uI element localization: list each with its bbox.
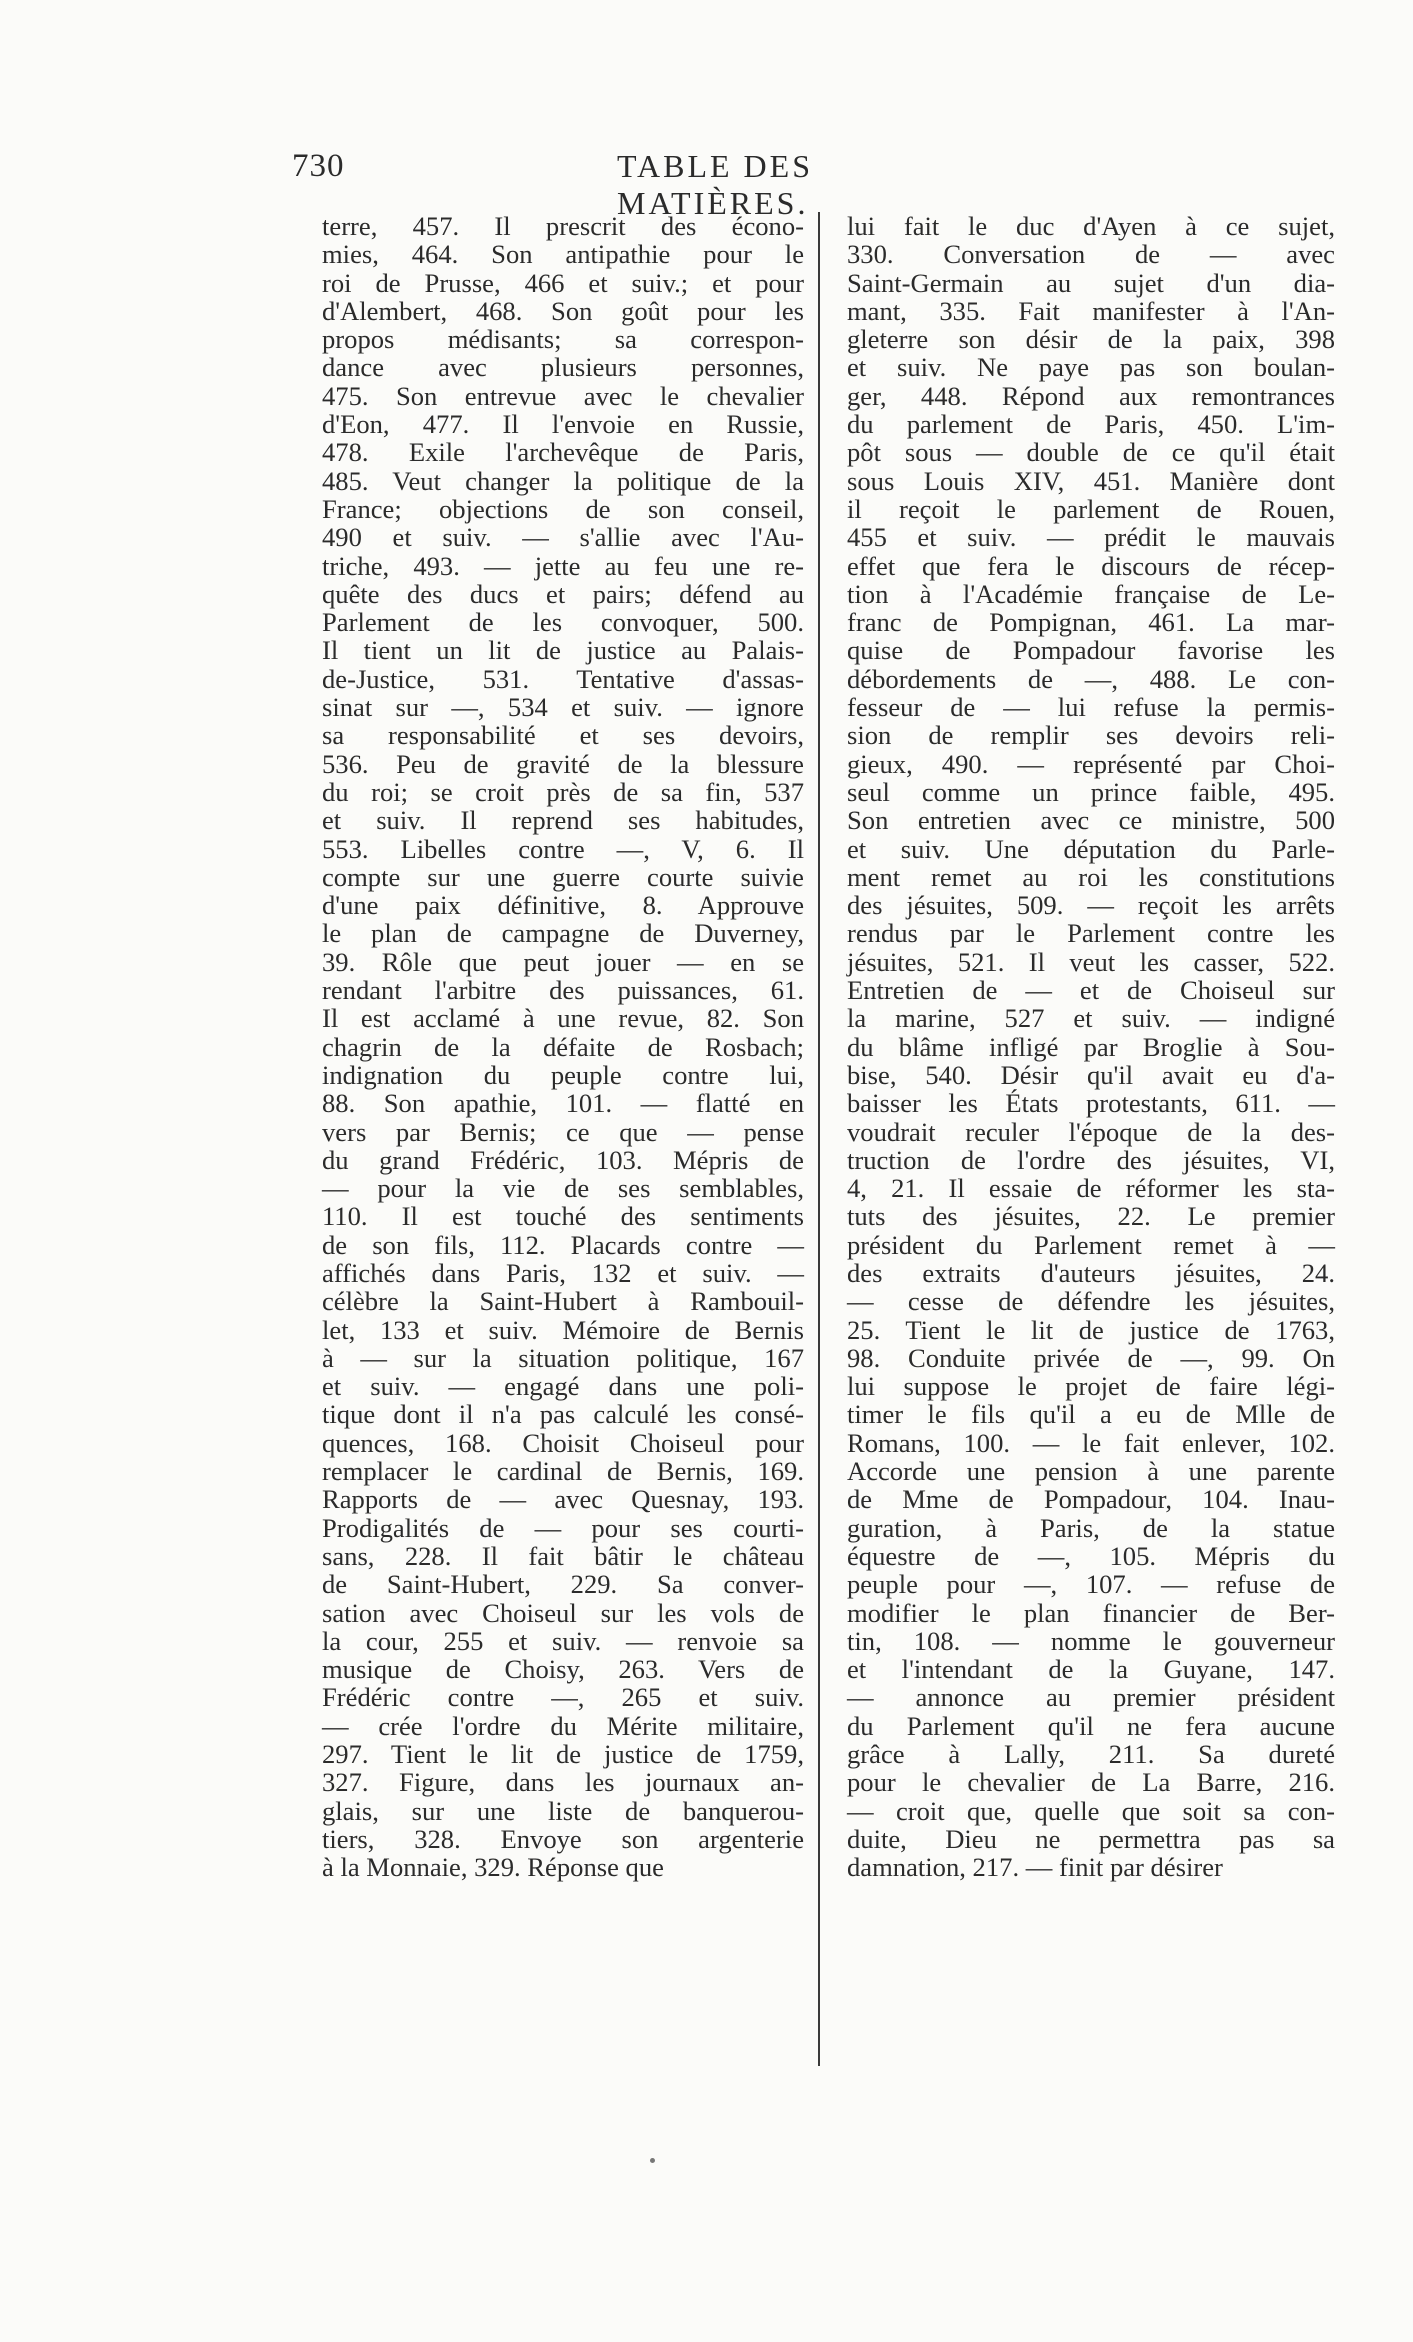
page-number: 730 bbox=[292, 148, 345, 184]
text-line: tuts des jésuites, 22. Le premier bbox=[847, 1201, 1335, 1232]
text-line: 490 et suiv. — s'allie avec l'Au- bbox=[322, 522, 804, 553]
text-line: compte sur une guerre courte suivie bbox=[322, 861, 804, 892]
text-line: timer le fils qu'il a eu de Mlle de bbox=[847, 1399, 1335, 1430]
text-line: truction de l'ordre des jésuites, VI, bbox=[847, 1144, 1335, 1175]
text-line: 25. Tient le lit de justice de 1763, bbox=[847, 1314, 1335, 1345]
text-line: modifier le plan financier de Ber- bbox=[847, 1597, 1335, 1628]
text-line: de Mme de Pompadour, 104. Inau- bbox=[847, 1484, 1335, 1515]
text-line: des extraits d'auteurs jésuites, 24. bbox=[847, 1257, 1335, 1288]
text-line: sous Louis XIV, 451. Manière dont bbox=[847, 465, 1335, 496]
text-line: gieux, 490. — représenté par Choi- bbox=[847, 748, 1335, 779]
right-column bbox=[847, 212, 1335, 1882]
text-line: mant, 335. Fait manifester à l'An- bbox=[847, 295, 1335, 326]
text-line: et suiv. — engagé dans une poli- bbox=[322, 1371, 804, 1402]
text-line: Parlement de les convoquer, 500. bbox=[322, 607, 804, 638]
text-line: et l'intendant de la Guyane, 147. bbox=[847, 1654, 1335, 1685]
text-line: guration, à Paris, de la statue bbox=[847, 1512, 1335, 1543]
text-line: Entretien de — et de Choiseul sur bbox=[847, 975, 1335, 1006]
text-line: — annonce au premier président bbox=[847, 1682, 1335, 1713]
text-line: 330. Conversation de — avec bbox=[847, 239, 1335, 270]
text-line: mies, 464. Son antipathie pour le bbox=[322, 239, 804, 270]
text-line: débordements de —, 488. Le con- bbox=[847, 663, 1335, 694]
text-line: 327. Figure, dans les journaux an- bbox=[322, 1767, 804, 1798]
text-line: 478. Exile l'archevêque de Paris, bbox=[322, 437, 804, 468]
text-line: du roi; se croit près de sa fin, 537 bbox=[322, 776, 804, 807]
text-line: pôt sous — double de ce qu'il était bbox=[847, 437, 1335, 468]
text-line: Il tient un lit de justice au Palais- bbox=[322, 635, 804, 666]
text-line: d'une paix définitive, 8. Approuve bbox=[322, 890, 804, 921]
text-line: il reçoit le parlement de Rouen, bbox=[847, 493, 1335, 524]
text-line: sans, 228. Il fait bâtir le château bbox=[322, 1540, 804, 1571]
text-line: fesseur de — lui refuse la permis- bbox=[847, 692, 1335, 723]
text-line: et suiv. Il reprend ses habitudes, bbox=[322, 805, 804, 836]
text-line: Accorde une pension à une parente bbox=[847, 1456, 1335, 1487]
text-line: effet que fera le discours de récep- bbox=[847, 550, 1335, 581]
text-line: 297. Tient le lit de justice de 1759, bbox=[322, 1739, 804, 1770]
text-line: sation avec Choiseul sur les vols de bbox=[322, 1597, 804, 1628]
text-line: ger, 448. Répond aux remontrances bbox=[847, 380, 1335, 411]
text-line: chagrin de la défaite de Rosbach; bbox=[322, 1031, 804, 1062]
text-line: Saint-Germain au sujet d'un dia- bbox=[847, 267, 1335, 298]
text-line: musique de Choisy, 263. Vers de bbox=[322, 1654, 804, 1685]
text-line: dance avec plusieurs personnes, bbox=[322, 352, 804, 383]
running-title: TABLE DES MATIÈRES. bbox=[617, 148, 813, 221]
text-line: gleterre son désir de la paix, 398 bbox=[847, 324, 1335, 355]
text-line: franc de Pompignan, 461. La mar- bbox=[847, 607, 1335, 638]
text-line: sa responsabilité et ses devoirs, bbox=[322, 720, 804, 751]
text-line: — croit que, quelle que soit sa con- bbox=[847, 1795, 1335, 1826]
text-line: 485. Veut changer la politique de la bbox=[322, 465, 804, 496]
text-line: propos médisants; sa correspon- bbox=[322, 324, 804, 355]
text-line: baisser les États protestants, 611. — bbox=[847, 1088, 1335, 1119]
text-line: rendant l'arbitre des puissances, 61. bbox=[322, 975, 804, 1006]
text-line: jésuites, 521. Il veut les casser, 522. bbox=[847, 946, 1335, 977]
text-line: quise de Pompadour favorise les bbox=[847, 635, 1335, 666]
text-line: et suiv. Une députation du Parle- bbox=[847, 833, 1335, 864]
text-line: d'Alembert, 468. Son goût pour les bbox=[322, 295, 804, 326]
text-line: pour le chevalier de La Barre, 216. bbox=[847, 1767, 1335, 1798]
text-line: peuple pour —, 107. — refuse de bbox=[847, 1569, 1335, 1600]
text-line: rendus par le Parlement contre les bbox=[847, 918, 1335, 949]
text-line: 455 et suiv. — prédit le mauvais bbox=[847, 522, 1335, 553]
text-line: 475. Son entrevue avec le chevalier bbox=[322, 380, 804, 411]
text-line: de Saint-Hubert, 229. Sa conver- bbox=[322, 1569, 804, 1600]
text-line: équestre de —, 105. Mépris du bbox=[847, 1540, 1335, 1571]
text-line: la cour, 255 et suiv. — renvoie sa bbox=[322, 1625, 804, 1656]
text-line: tique dont il n'a pas calculé les consé- bbox=[322, 1399, 804, 1430]
text-line: bise, 540. Désir qu'il avait eu d'a- bbox=[847, 1059, 1335, 1090]
text-line: Frédéric contre —, 265 et suiv. bbox=[322, 1682, 804, 1713]
text-line: à la Monnaie, 329. Réponse que bbox=[322, 1852, 664, 1883]
text-line: — crée l'ordre du Mérite militaire, bbox=[322, 1710, 804, 1741]
text-line: sion de remplir ses devoirs reli- bbox=[847, 720, 1335, 751]
text-line: du grand Frédéric, 103. Mépris de bbox=[322, 1144, 804, 1175]
text-line: Son entretien avec ce ministre, 500 bbox=[847, 805, 1335, 836]
text-line: Il est acclamé à une revue, 82. Son bbox=[322, 1003, 804, 1034]
text-line: Rapports de — avec Quesnay, 193. bbox=[322, 1484, 804, 1515]
text-line: Prodigalités de — pour ses courti- bbox=[322, 1512, 804, 1543]
text-line: du blâme infligé par Broglie à Sou- bbox=[847, 1031, 1335, 1062]
text-line: de son fils, 112. Placards contre — bbox=[322, 1229, 804, 1260]
text-line: du Parlement qu'il ne fera aucune bbox=[847, 1710, 1335, 1741]
text-line: 88. Son apathie, 101. — flatté en bbox=[322, 1088, 804, 1119]
text-line: vers par Bernis; ce que — pense bbox=[322, 1116, 804, 1147]
text-line: président du Parlement remet à — bbox=[847, 1229, 1335, 1260]
text-line: tion à l'Académie française de Le- bbox=[847, 578, 1335, 609]
text-line: indignation du peuple contre lui, bbox=[322, 1059, 804, 1090]
text-line: 39. Rôle que peut jouer — en se bbox=[322, 946, 804, 977]
text-line: glais, sur une liste de banquerou- bbox=[322, 1795, 804, 1826]
text-line: let, 133 et suiv. Mémoire de Bernis bbox=[322, 1314, 804, 1345]
text-line: terre, 457. Il prescrit des écono- bbox=[322, 211, 804, 241]
text-line: affichés dans Paris, 132 et suiv. — bbox=[322, 1257, 804, 1288]
text-line: quences, 168. Choisit Choiseul pour bbox=[322, 1427, 804, 1458]
text-line: 98. Conduite privée de —, 99. On bbox=[847, 1342, 1335, 1373]
text-line: seul comme un prince faible, 495. bbox=[847, 776, 1335, 807]
text-line: triche, 493. — jette au feu une re- bbox=[322, 550, 804, 581]
text-line: le plan de campagne de Duverney, bbox=[322, 918, 804, 949]
text-line: Romans, 100. — le fait enlever, 102. bbox=[847, 1427, 1335, 1458]
text-line: de-Justice, 531. Tentative d'assas- bbox=[322, 663, 804, 694]
text-line: tiers, 328. Envoye son argenterie bbox=[322, 1823, 804, 1854]
text-line: sinat sur —, 534 et suiv. — ignore bbox=[322, 692, 804, 723]
text-line: France; objections de son conseil, bbox=[322, 493, 804, 524]
text-line: — pour la vie de ses semblables, bbox=[322, 1173, 804, 1204]
text-line: la marine, 527 et suiv. — indigné bbox=[847, 1003, 1335, 1034]
text-line: à — sur la situation politique, 167 bbox=[322, 1342, 804, 1373]
text-line: damnation, 217. — finit par désirer bbox=[847, 1852, 1223, 1883]
text-line: duite, Dieu ne permettra pas sa bbox=[847, 1823, 1335, 1854]
column-divider bbox=[818, 212, 820, 2066]
text-line: célèbre la Saint-Hubert à Rambouil- bbox=[322, 1286, 804, 1317]
text-line: lui suppose le projet de faire légi- bbox=[847, 1371, 1335, 1402]
text-line: du parlement de Paris, 450. L'im- bbox=[847, 409, 1335, 440]
left-column bbox=[322, 212, 804, 1882]
text-line: lui fait le duc d'Ayen à ce sujet, bbox=[847, 211, 1335, 241]
text-line: et suiv. Ne paye pas son boulan- bbox=[847, 352, 1335, 383]
text-line: 110. Il est touché des sentiments bbox=[322, 1201, 804, 1232]
text-line: remplacer le cardinal de Bernis, 169. bbox=[322, 1456, 804, 1487]
text-line: ment remet au roi les constitutions bbox=[847, 861, 1335, 892]
text-line: roi de Prusse, 466 et suiv.; et pour bbox=[322, 267, 804, 298]
text-line: des jésuites, 509. — reçoit les arrêts bbox=[847, 890, 1335, 921]
text-line: grâce à Lally, 211. Sa dureté bbox=[847, 1739, 1335, 1770]
printer-dot bbox=[650, 2158, 655, 2163]
page-header bbox=[292, 148, 1002, 221]
text-line: 553. Libelles contre —, V, 6. Il bbox=[322, 833, 804, 864]
text-line: tin, 108. — nomme le gouverneur bbox=[847, 1625, 1335, 1656]
text-line: quête des ducs et pairs; défend au bbox=[322, 578, 804, 609]
text-line: 536. Peu de gravité de la blessure bbox=[322, 748, 804, 779]
text-line: voudrait reculer l'époque de la des- bbox=[847, 1116, 1335, 1147]
text-line: d'Eon, 477. Il l'envoie en Russie, bbox=[322, 409, 804, 440]
text-line: 4, 21. Il essaie de réformer les sta- bbox=[847, 1173, 1335, 1204]
text-line: — cesse de défendre les jésuites, bbox=[847, 1286, 1335, 1317]
